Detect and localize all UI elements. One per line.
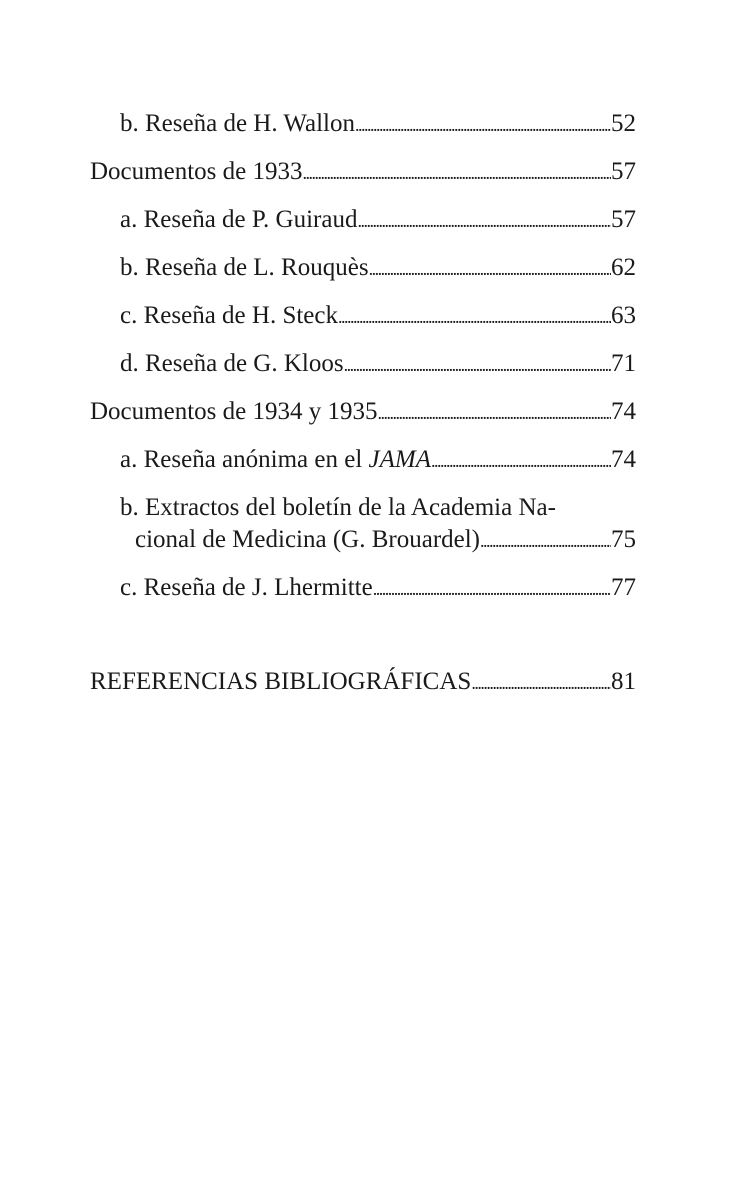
toc-entry[interactable] [90,252,636,285]
toc-entry-title-line1: b. Extractos del boletín de la Academia Na- [120,494,556,521]
toc-entry-title: c. Reseña de H. Steck [120,302,338,329]
dot-leader [471,667,611,699]
toc-entry-line2 [120,524,636,557]
toc-page-number: 74 [611,446,636,473]
dot-leader [302,157,611,189]
toc-entry-title: Documentos de 1933 [90,158,303,185]
toc-page-number: 71 [611,350,636,377]
toc-entry-title: REFERENCIAS BIBLIOGRÁFICAS [90,668,472,695]
toc-entry[interactable] [90,396,636,429]
toc-entry-title: a. Reseña de P. Guiraud [120,206,358,233]
toc-entry-title: b. Reseña de L. Rouquès [120,254,369,281]
toc-entry-title: Documentos de 1934 y 1935 [90,398,378,425]
toc-entry[interactable] [90,348,636,381]
toc-entry[interactable] [90,108,636,141]
dot-leader [338,301,611,333]
toc-entry[interactable] [90,492,636,557]
toc-entry[interactable] [90,572,636,605]
toc-entry[interactable] [90,300,636,333]
dot-leader [373,573,611,605]
dot-leader [344,349,611,381]
dot-leader [357,205,611,237]
toc-page-number: 81 [611,668,636,695]
toc-page-number: 52 [611,110,636,137]
toc-entry[interactable] [90,444,636,477]
toc-entry-title-line2: cional de Medicina (G. Brouardel) [135,526,481,553]
toc-entry[interactable] [90,666,636,699]
toc-page-number: 77 [611,574,636,601]
dot-leader [377,397,611,429]
toc-entry-title-text: a. Reseña anónima en el [120,446,369,473]
toc-entry-title-italic: JAMA [368,446,431,473]
toc-page-number: 75 [611,526,636,553]
toc-page-number: 74 [611,398,636,425]
toc-entry-title: d. Reseña de G. Kloos [120,350,344,377]
toc-page-number: 57 [611,158,636,185]
dot-leader [431,445,611,477]
toc-entry-title: b. Reseña de H. Wallon [120,110,355,137]
table-of-contents [90,108,636,714]
dot-leader [480,525,611,557]
dot-leader [369,253,611,285]
toc-entry[interactable] [90,156,636,189]
toc-entry[interactable] [90,204,636,237]
toc-page-number: 63 [611,302,636,329]
toc-page-number: 57 [611,206,636,233]
toc-entry-title: c. Reseña de J. Lhermitte [120,574,373,601]
section-gap [90,620,636,666]
toc-entry-title [120,444,431,476]
dot-leader [355,109,611,141]
toc-page-number: 62 [611,254,636,281]
